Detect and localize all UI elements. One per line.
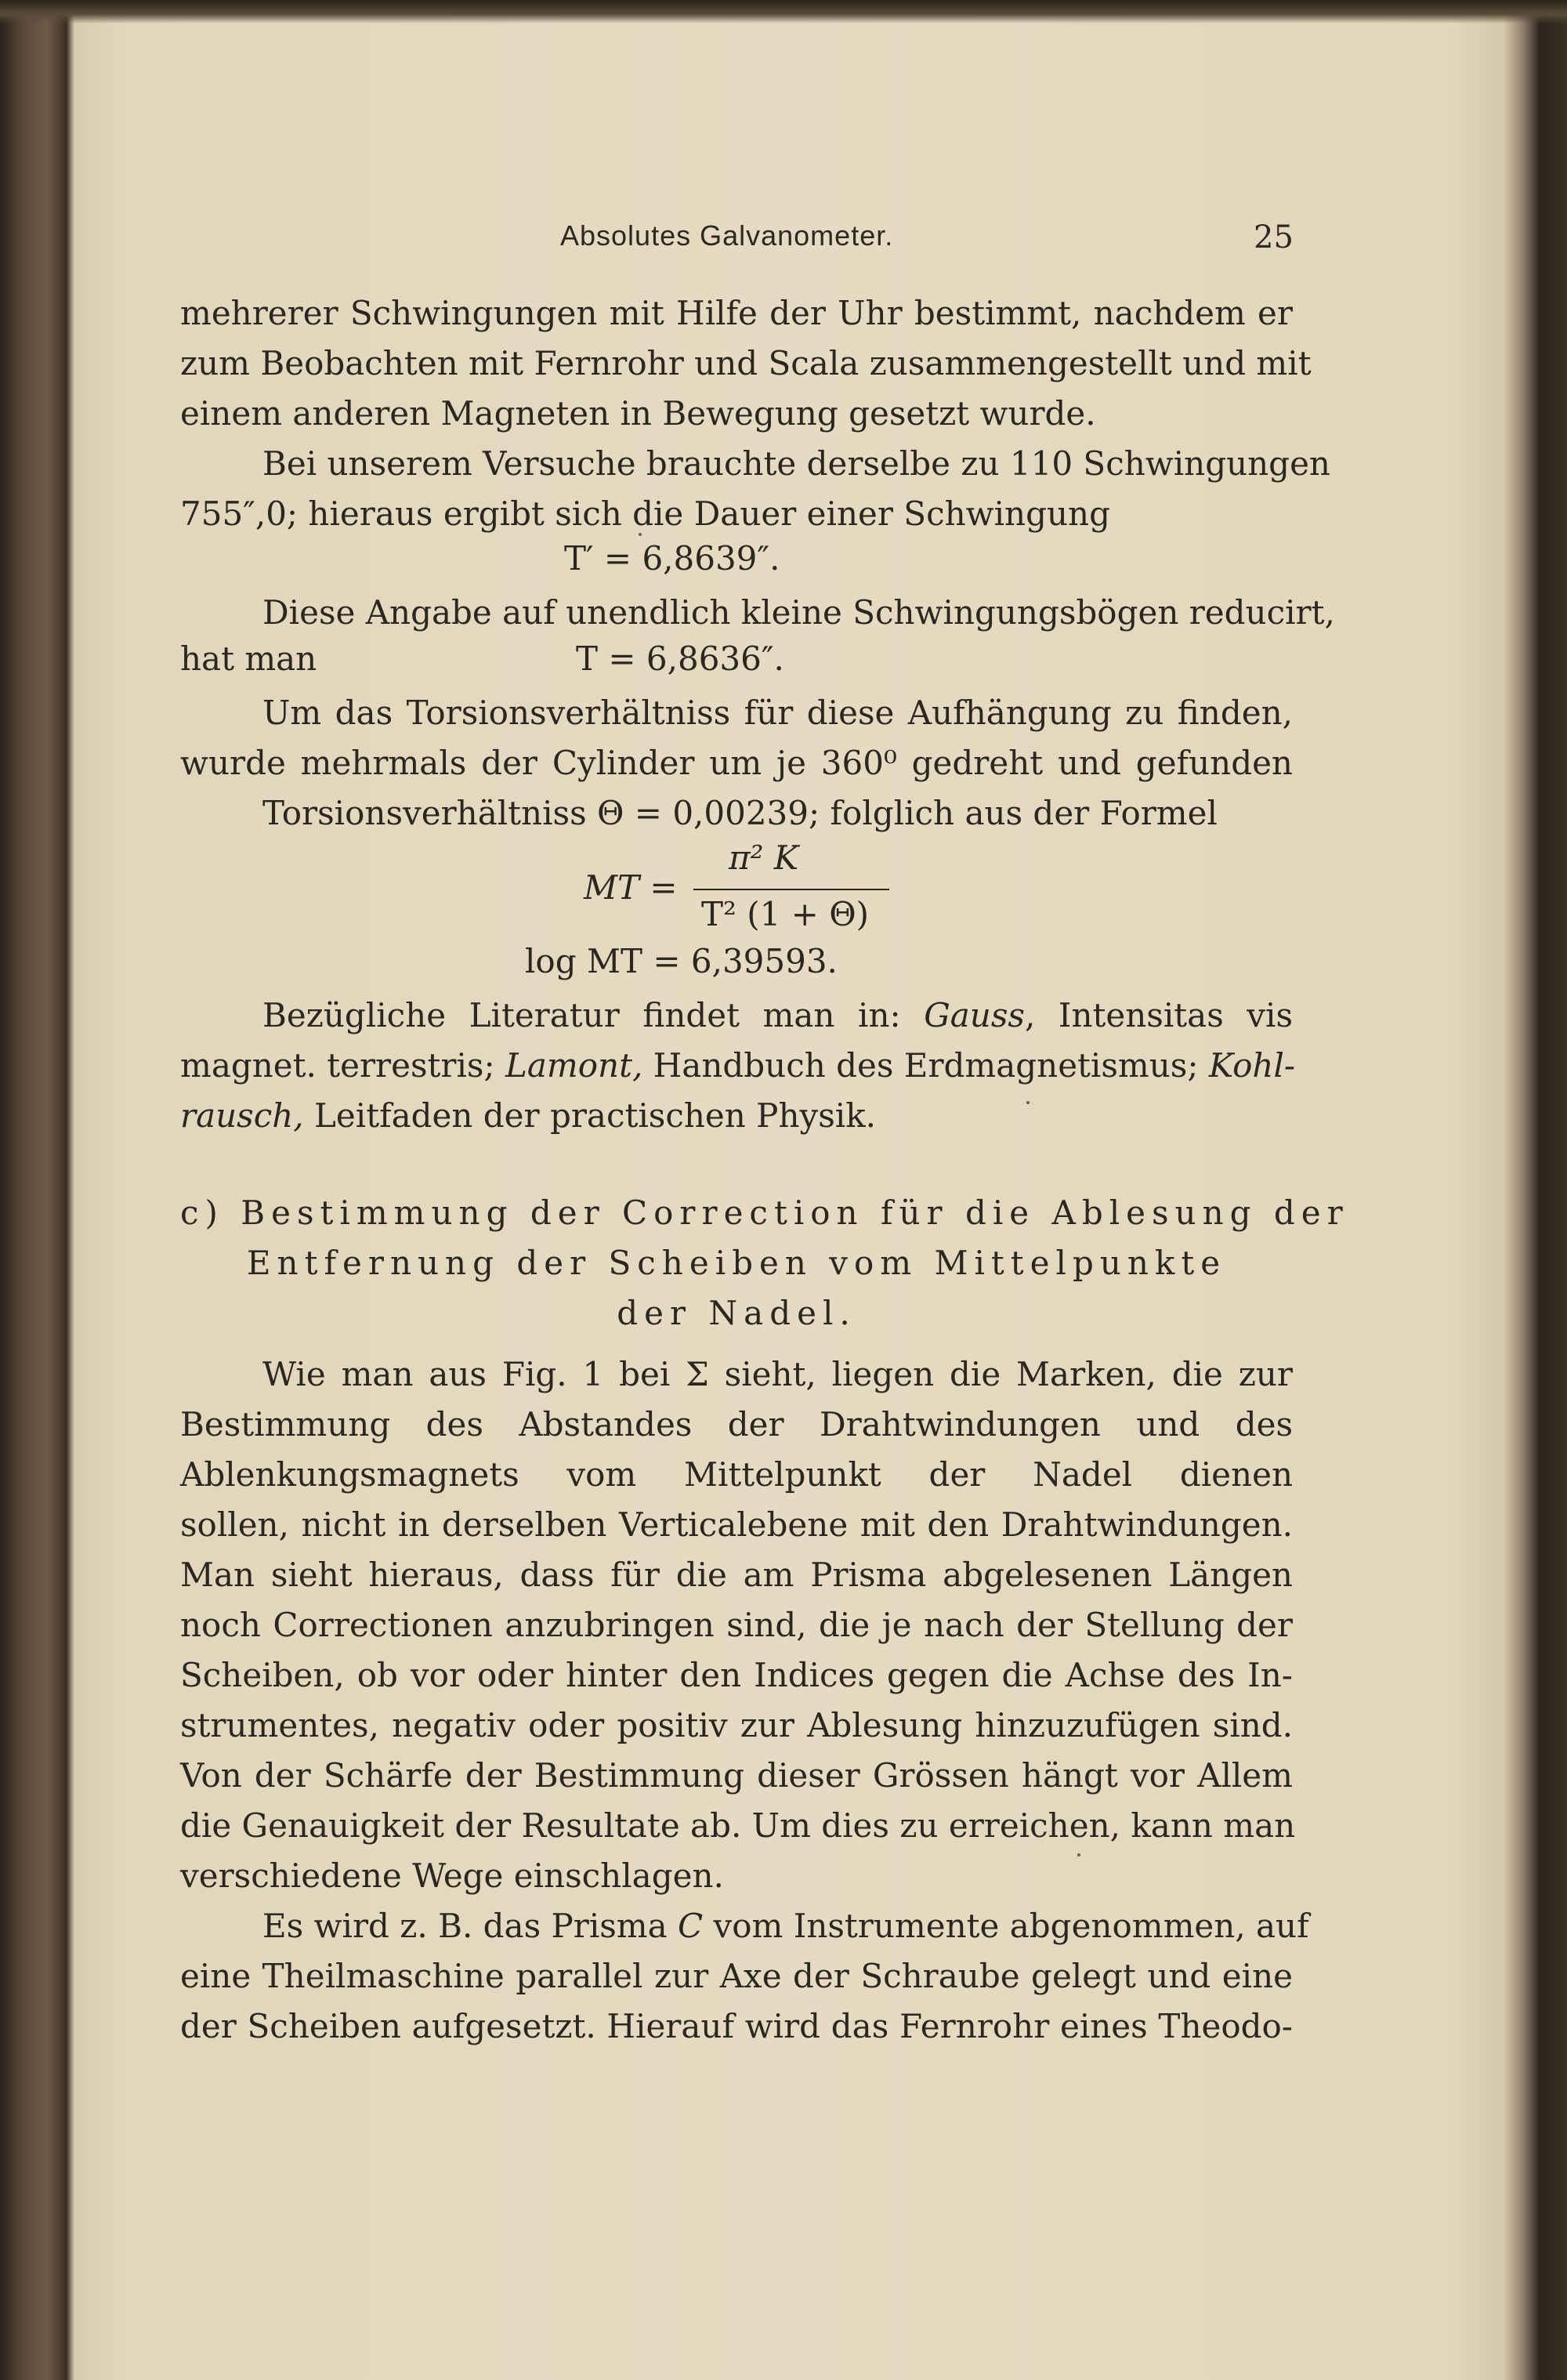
text-line: einem anderen Magneten in Bewegung gesetzt wurde. <box>180 394 1096 433</box>
text-line <box>180 1042 1296 1089</box>
text-line: Man sieht hieraus, dass für die am Prisma abgelesenen Längen <box>180 1556 1293 1594</box>
scan-speck <box>1026 1101 1030 1104</box>
author-name: rausch, <box>180 1096 304 1135</box>
text-run: Handbuch des Erdmagnetismus; <box>653 1046 1199 1085</box>
section-heading: c) Bestimmung der Correction für die Ablesung der <box>180 1194 1349 1232</box>
equation-t: T = 6,8636″. <box>576 639 784 678</box>
section-heading: Entfernung der Scheiben vom Mittelpunkte <box>246 1244 1227 1282</box>
text-run: Es wird z. B. das Prisma <box>262 1907 668 1945</box>
text-line: wurde mehrmals der Cylinder um je 360⁰ gedreht und gefunden <box>180 744 1293 782</box>
text-line: sollen, nicht in derselben Verticalebene mit den Drahtwindungen. <box>180 1505 1293 1544</box>
text-line: 755″,0; hieraus ergibt sich die Dauer einer Schwingung <box>180 494 1110 533</box>
text-line: Bestimmung des Abstandes der Drahtwindungen und des <box>180 1405 1293 1444</box>
italic-symbol: C <box>678 1907 704 1945</box>
author-name: Gauss <box>924 996 1025 1034</box>
text-line: Von der Schärfe der Bestimmung dieser Grössen hängt vor Allem <box>180 1756 1293 1795</box>
scan-speck <box>639 533 642 536</box>
running-title: Absolutes Galvanometer. <box>560 219 894 252</box>
book-page <box>74 24 1528 2380</box>
text-line: Wie man aus Fig. 1 bei Σ sieht, liegen die Marken, die zur <box>262 1355 1293 1393</box>
text-line: Bei unserem Versuche brauchte derselbe zu 110 Schwingungen <box>262 444 1330 483</box>
text-line: der Scheiben aufgesetzt. Hierauf wird das Fernrohr eines Theodo- <box>180 2007 1293 2045</box>
fraction-bar <box>693 889 889 890</box>
text-run: Bezügliche Literatur findet man in: <box>262 996 901 1034</box>
text-line: Diese Angabe auf unendlich kleine Schwingungsbögen reducirt, <box>262 593 1335 632</box>
text-line <box>262 1903 1309 1950</box>
text-run: vom Instrumente abgenommen, auf <box>713 1907 1309 1945</box>
text-line: Scheiben, ob vor oder hinter den Indices gegen die Achse des In- <box>180 1656 1293 1694</box>
formula-numerator: π² K <box>729 839 799 877</box>
text-run: magnet. terrestris; <box>180 1046 495 1085</box>
text-line: die Genauigkeit der Resultate ab. Um dies zu erreichen, kann man <box>180 1806 1296 1845</box>
text-line: verschiedene Wege einschlagen. <box>180 1857 724 1895</box>
text-line: Torsionsverhältniss Θ = 0,00239; folglich aus der Formel <box>262 794 1218 832</box>
text-line <box>262 992 1293 1039</box>
equation-t-prime: T′ = 6,8639″. <box>564 539 780 578</box>
scan-speck <box>1077 1853 1080 1857</box>
page-header <box>74 219 1528 266</box>
text-line: Ablenkungsmagnets vom Mittelpunkt der Nadel dienen <box>180 1455 1293 1494</box>
text-line: zum Beobachten mit Fernrohr und Scala zusammengestellt und mit <box>180 344 1312 382</box>
page-top-edge <box>0 0 1567 24</box>
text-line: noch Correctionen anzubringen sind, die je nach der Stellung der <box>180 1606 1293 1644</box>
page-number: 25 <box>1254 219 1294 255</box>
text-line-prefix: hat man <box>180 639 317 678</box>
formula-lhs: MT = <box>584 868 678 907</box>
text-line: mehrerer Schwingungen mit Hilfe der Uhr bestimmt, nachdem er <box>180 294 1293 332</box>
text-line: Um das Torsionsverhältniss für diese Aufhängung zu finden, <box>262 694 1293 732</box>
section-heading: der Nadel. <box>617 1294 856 1332</box>
text-line: strumentes, negativ oder positiv zur Ablesung hinzuzufügen sind. <box>180 1706 1293 1744</box>
text-line <box>180 1092 1293 1139</box>
formula-denominator: T² (1 + Θ) <box>701 895 870 933</box>
equation-log-mt: log MT = 6,39593. <box>525 942 838 980</box>
text-run: Leitfaden der practischen Physik. <box>314 1096 877 1135</box>
author-name: Kohl- <box>1208 1046 1296 1085</box>
text-run: , Intensitas vis <box>1024 996 1294 1034</box>
text-line: eine Theilmaschine parallel zur Axe der Schraube gelegt und eine <box>180 1957 1293 1995</box>
author-name: Lamont, <box>505 1046 643 1085</box>
